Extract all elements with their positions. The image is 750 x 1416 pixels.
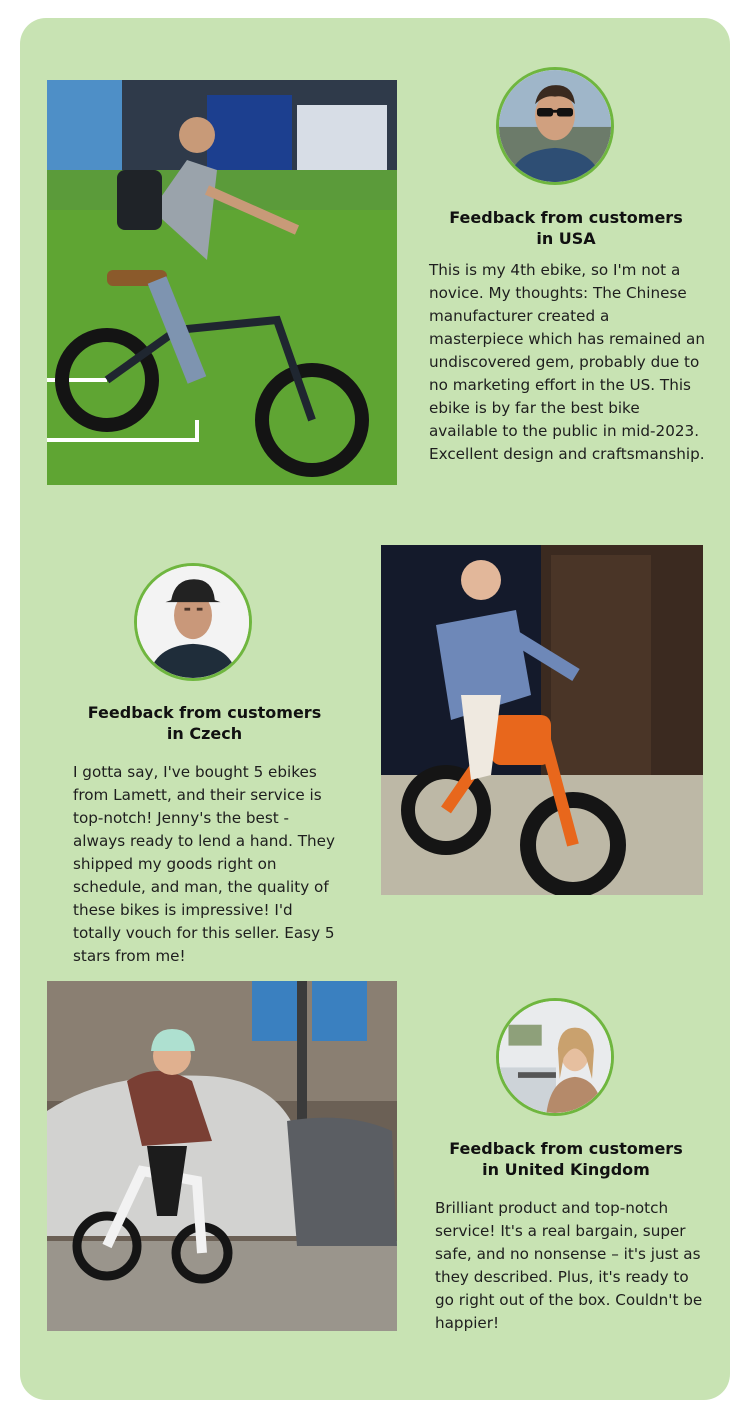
testimonial-text-czech: I gotta say, I've bought 5 ebikes from Lamett, and their service is top-notch! Jenny's the best - always ready to lend a hand. They shipped my goods right on schedule, and man, the quality of these bikes is impressive! I'd totally vouch for this seller. Easy 5 stars from me! bbox=[73, 763, 335, 965]
customer-avatar-czech bbox=[134, 563, 252, 681]
customer-photo-usa bbox=[47, 80, 397, 485]
testimonial-title-line2: in USA bbox=[536, 229, 596, 248]
customer-photo-czech bbox=[381, 545, 703, 895]
testimonial-title-line1: Feedback from customers bbox=[87, 703, 322, 722]
testimonial-title-line1: Feedback from customers bbox=[449, 1139, 683, 1158]
testimonial-title-uk bbox=[428, 1138, 704, 1180]
testimonial-title-line2: in Czech bbox=[166, 724, 243, 743]
testimonial-title-usa bbox=[428, 207, 704, 249]
testimonial-title-czech bbox=[73, 702, 336, 744]
customer-photo-uk bbox=[47, 981, 397, 1331]
testimonial-text-usa: This is my 4th ebike, so I'm not a novice. My thoughts: The Chinese manufacturer created a masterpiece which has remained an undiscovered gem, probably due to no marketing effort in the US. This ebike is by far the best bike available to the public in mid-2023. Excellent design and craftsmanship. bbox=[429, 261, 705, 463]
customer-avatar-usa bbox=[496, 67, 614, 185]
customer-avatar-uk bbox=[496, 998, 614, 1116]
testimonial-title-line1: Feedback from customers bbox=[449, 208, 683, 227]
testimonial-title-line2: in United Kingdom bbox=[482, 1160, 650, 1179]
testimonial-text-uk: Brilliant product and top-notch service! It's a real bargain, super safe, and no nonsense – it's just as they described. Plus, it's ready to go right out of the box. Couldn't be happier! bbox=[435, 1199, 703, 1332]
